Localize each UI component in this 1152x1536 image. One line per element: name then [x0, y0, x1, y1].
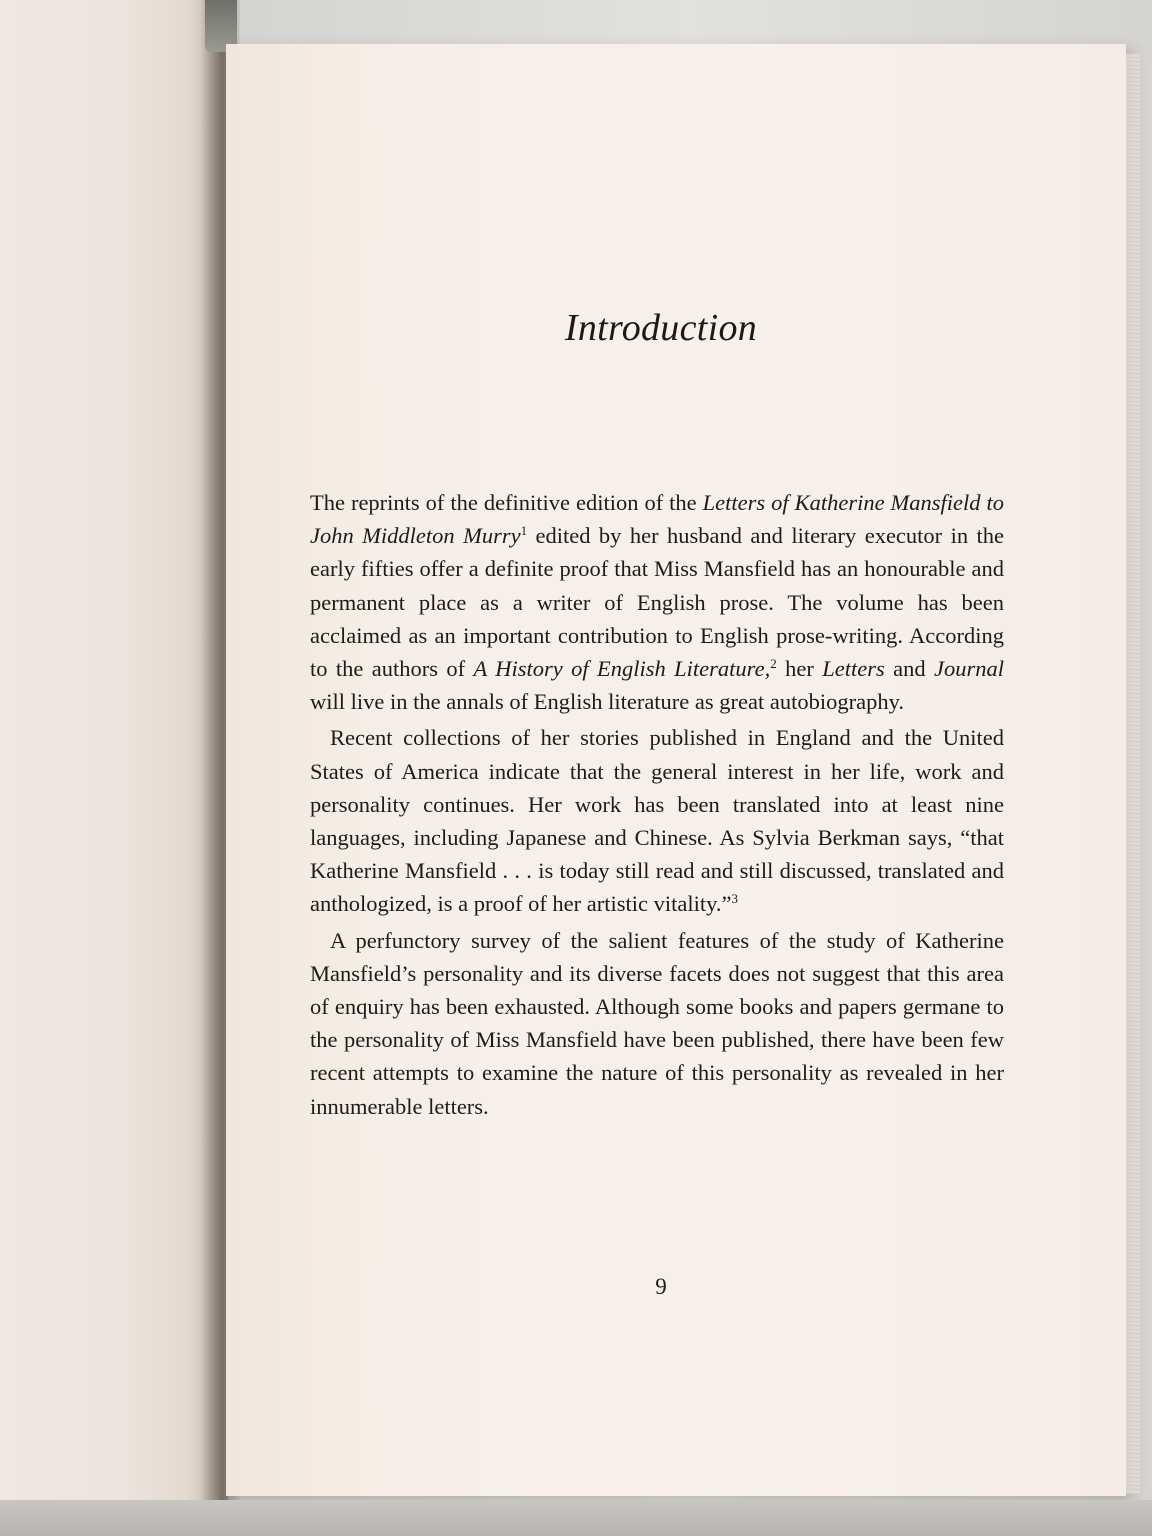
- paragraph-text: Recent collections of her stories published in England and the United States of America indicate that the general interest in her life, work and personality continues. Her work has been translated into at least nine languages, including Japanese and Chinese. As Sylvia Berkman says, “that Katherine Mansfield . . . is today still read and still discussed, translated and anthologized, is a proof of her artistic vitality.”: [310, 725, 1004, 917]
- right-book-page: [226, 44, 1126, 1496]
- body-text: [310, 486, 1004, 1123]
- paragraph-text: her: [776, 656, 823, 682]
- footnote-marker: 2: [770, 656, 777, 672]
- paragraph-text: and: [884, 656, 934, 682]
- paragraph-2: [310, 721, 1004, 920]
- paragraph-text: edited by her husband and literary executor in the early fifties offer a definite proof that Miss Mansfield has an honourable and permanent place as a writer of English prose. The volume has been acclaimed as an important contribution to English prose-writing. According to the authors of: [310, 523, 1005, 682]
- paragraph-text: A perfunctory survey of the salient features of the study of Katherine Mansfield’s personality and its diverse facets does not suggest that this area of enquiry has been exhausted. Although some books and papers germane to the personality of Miss Mansfield have been published, there have been few recent attempts to examine the nature of this personality as revealed in her innumerable letters.: [310, 927, 1004, 1119]
- italic-title-text: A History of English Literature,: [473, 656, 771, 682]
- paragraph-3: [310, 924, 1004, 1123]
- footnote-marker: 3: [731, 891, 739, 907]
- page-number: 9: [655, 1274, 667, 1299]
- table-surface: [0, 1500, 1152, 1536]
- paragraph-text: The reprints of the definitive edition of the: [310, 490, 703, 515]
- italic-title-text: Letters of Katherine Mansfield to John Middleton Murry: [310, 490, 1004, 549]
- paragraph-1: [310, 486, 1004, 718]
- page-stack-edge: [1126, 54, 1140, 1494]
- left-facing-page: [0, 0, 228, 1536]
- italic-title-text: Journal: [934, 656, 1004, 682]
- footnote-marker: 1: [520, 523, 528, 539]
- chapter-heading: Introduction: [564, 307, 758, 349]
- paragraph-text: will live in the annals of English literature as great autobiography.: [310, 689, 904, 715]
- italic-title-text: Letters: [822, 656, 885, 682]
